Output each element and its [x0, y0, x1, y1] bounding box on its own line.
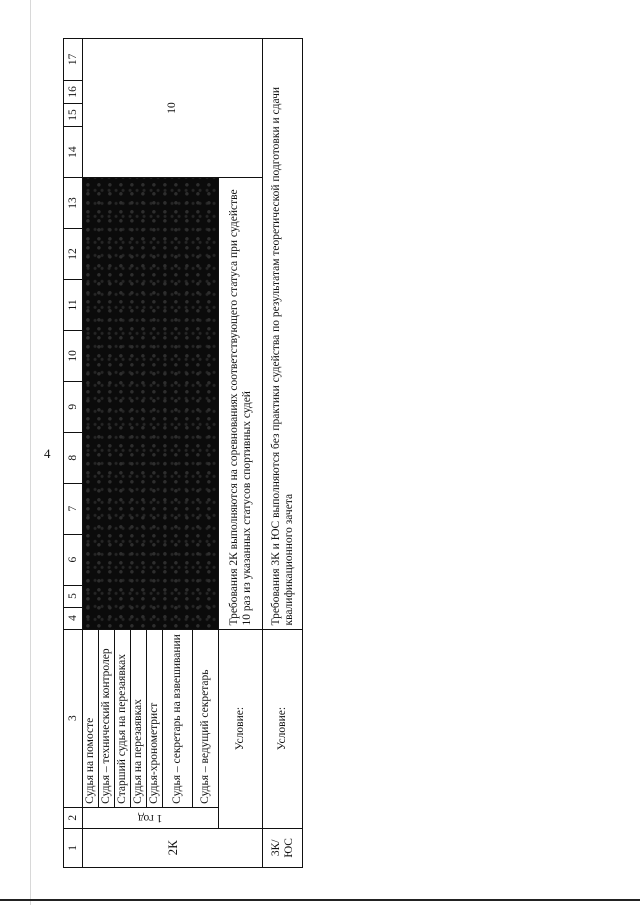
rotated-table-container: [63, 38, 301, 868]
row-label: Судья на перезаявках: [131, 629, 147, 807]
year-cell: [83, 807, 219, 828]
col-header: 12: [64, 228, 83, 279]
row-label: Судья на помосте: [83, 629, 99, 807]
level-3k-cell: 3К/ЮС: [263, 828, 303, 867]
condition-label: Условие:: [263, 629, 303, 828]
condition-label: Условие:: [219, 629, 263, 828]
row-label: Судья – ведущий секретарь: [193, 629, 219, 807]
column-header-row: [64, 39, 83, 868]
value-cell: 10: [83, 39, 263, 178]
row-label: Судья – технический контролер: [99, 629, 115, 807]
row-label: Судья – секретарь на взвешивании: [163, 629, 193, 807]
col-header: 13: [64, 178, 83, 229]
level-2k-cell: 2К: [83, 828, 263, 867]
page-number: 4: [44, 446, 51, 461]
scan-edge: [0, 899, 640, 901]
shaded-cells: [83, 178, 219, 629]
col-header: 3: [64, 629, 83, 807]
row-label: Старший судья на перезаявках: [115, 629, 131, 807]
col-header: 6: [64, 534, 83, 585]
col-header: 5: [64, 585, 83, 607]
col-header: 8: [64, 432, 83, 483]
scan-edge: [30, 0, 31, 905]
col-header: 2: [64, 807, 83, 828]
condition-row-3k: [263, 39, 303, 868]
table-row: [83, 39, 99, 868]
condition-text-2k: Требования 2К выполняются на соревнованиях соответствующего статуса при судействе 10 раз из указанных статусов спортивных судей: [219, 178, 263, 629]
col-header: 11: [64, 279, 83, 330]
col-header: 1: [64, 828, 83, 867]
col-header: 17: [64, 39, 83, 81]
referee-requirements-table: [63, 38, 303, 868]
col-header: 10: [64, 330, 83, 381]
col-header: 15: [64, 103, 83, 126]
col-header: 14: [64, 127, 83, 178]
row-label: Судья-хронометрист: [147, 629, 163, 807]
condition-text-3k: Требования 3К и ЮС выполняются без практики судейства по результатам теоретической подготовки и сдачи квалификационного зачета: [263, 39, 303, 630]
year-label: 1 год: [138, 812, 163, 825]
col-header: 7: [64, 483, 83, 534]
col-header: 4: [64, 607, 83, 629]
col-header: 9: [64, 381, 83, 432]
col-header: 16: [64, 80, 83, 103]
